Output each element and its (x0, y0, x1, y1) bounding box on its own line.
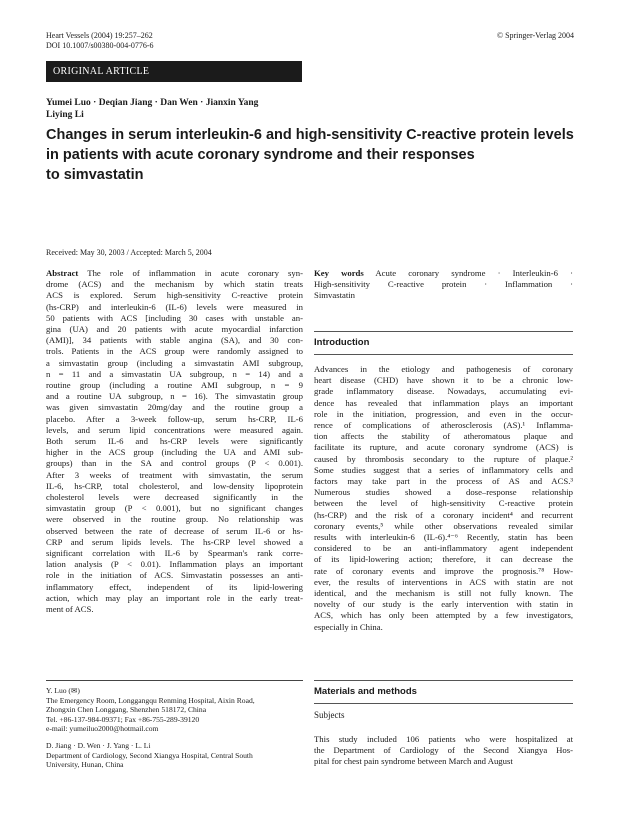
methods-section (314, 734, 573, 768)
text-line: CRP and serum lipids levels. The hs-CRP level showed a (46, 536, 303, 547)
article-title (46, 125, 586, 185)
inline-label: Abstract (46, 268, 79, 278)
subjects-subheading: Subjects (314, 710, 345, 720)
abstract (46, 268, 303, 615)
text-line: coronary events,⁵ while other observations revealed similar (314, 520, 573, 531)
text-line: 50 patients with ACS [including 30 cases with unstable an- (46, 312, 303, 323)
text-line: considered to be an anti-inflammatory agent independent (314, 543, 573, 554)
abstract-body (46, 268, 303, 615)
footnote-line: Department of Cardiology, Second Xiangya Hospital, Central South (46, 750, 253, 760)
introduction-heading-box (314, 331, 573, 355)
methods-body (314, 734, 573, 768)
section-heading: Materials and methods (314, 686, 417, 697)
copyright: © Springer-Verlag 2004 (496, 31, 574, 40)
keywords (314, 268, 573, 302)
title-line: to simvastatin (46, 167, 144, 183)
text-line (314, 268, 573, 279)
text-line: ACS, which has only been attempted by a few investigators, (314, 610, 573, 621)
text-line: and a routine UA subgroup, n = 16). The simvastatin group (46, 391, 303, 402)
text-line: (hs-CRP) and the risk of a coronary incident⁴ and recurrent (314, 509, 573, 520)
footnote-line: Tel. +86-137-984-09371; Fax +86-755-289-39120 (46, 714, 200, 724)
text-line: IL-6, hs-CRP, total cholesterol, and low-density lipoprotein (46, 480, 303, 491)
article-type-banner: ORIGINAL ARTICLE (46, 61, 302, 82)
text-line: Numerous studies showed a dose–response relationship (314, 487, 573, 498)
text-line: lation analysis (P < 0.01). Inflammation plays an important (46, 559, 303, 570)
footnote-line: D. Jiang · D. Wen · J. Yang · L. Li (46, 741, 151, 750)
text-line: Advances in the etiology and pathogenesis of coronary (314, 364, 573, 374)
inline-label: Key words (314, 268, 364, 278)
text-line: After 3 weeks of treatment with simvastatin, the serum (46, 469, 303, 480)
authors-line: Yumei Luo · Deqian Jiang · Dan Wen · Jianxin Yang (46, 98, 259, 108)
text-line: between the level of high-sensitivity C-reactive protein (314, 498, 573, 509)
footnote-line: Zhongxin Chen Longgang, Shenzhen 518172, China (46, 705, 207, 714)
text-line: facilitate its rupture, and acute coronary syndrome (ACS) is (314, 442, 573, 453)
text-line: novelty of our study is the early intervention with statin in (314, 599, 573, 610)
text-line: was given simvastatin 20mg/day and the routine group a (46, 402, 303, 413)
text-line: higher in the ACS group (including the UA and AMI sub- (46, 447, 303, 458)
authors-line: Liying Li (46, 110, 84, 120)
text-line: especially in China. (314, 621, 383, 632)
text-line: groups) than in the SA and control groups (P < 0.001). (46, 458, 303, 469)
text-line: role in the initiation, progression, and even in the occur- (314, 408, 573, 419)
corresponding-address (46, 696, 303, 734)
text-line: caused by thrombosis secondary to the rupture of plaque.² (314, 453, 573, 464)
text-line: significant correlation with IL-6 by Spearman's rank corre- (46, 548, 303, 559)
text-line: of its lipid-lowering action; therefore, it can decrease the (314, 554, 573, 565)
text-line: dence has revealed that inflammation plays an important (314, 397, 573, 408)
text-line: cholesterol levels were decreased significantly in the (46, 492, 303, 503)
text-line: a simvastatin group (including a simvastatin AMI subgroup, (46, 357, 303, 368)
author-list (46, 97, 346, 121)
corresponding-author (46, 686, 303, 734)
text-line: grade inflammatory disease. Nowadays, accumulating evi- (314, 386, 573, 397)
introduction-section (314, 364, 573, 633)
text-line: levels, and serum lipid concentrations were measured again. (46, 424, 303, 435)
text-line (46, 268, 303, 279)
text-line: (AMI)], 34 patients with stable angina (SA), and 30 con- (46, 335, 303, 346)
text-line: were observed in the routine group. No relationship was (46, 514, 303, 525)
text-line: factors may take part in the process of AS and ACS.³ (314, 476, 573, 487)
text-line: placebo. After a 3-week follow-up, serum hs-CRP, IL-6 (46, 413, 303, 424)
text-line: routine group (including a routine AMI subgroup, n = 9 (46, 380, 303, 391)
text-line: rate of coronary events and improve the prognosis.⁷⁸ How- (314, 565, 573, 576)
text-line: n = 11 and a simvastatin UA subgroup, n = 14) and a (46, 368, 303, 379)
other-affiliations (46, 741, 303, 770)
text-line: tion affects the stability of atheromatous plaque and (314, 431, 573, 442)
text-line: High-sensitivity C-reactive protein · Inflammation · (314, 279, 573, 290)
text-line: the Department of Cardiology of the Second Xiangya Hos- (314, 745, 573, 756)
text-line: ment of ACS. (46, 604, 94, 615)
text-line: ever, the results of interventions in ACS with statin are not (314, 576, 573, 587)
received-dates: Received: May 30, 2003 / Accepted: March 5, 2004 (46, 248, 212, 257)
text-line: action, which may play an important role in the early treat- (46, 592, 303, 603)
text-run: The role of inflammation in acute coronary syn- (78, 268, 303, 278)
title-line: in patients with acute coronary syndrome and their responses (46, 147, 475, 163)
text-line: ACS is explored. Serum high-sensitivity C-reactive protein (46, 290, 303, 301)
title-line: Changes in serum interleukin-6 and high-sensitivity C-reactive protein levels (46, 127, 574, 143)
text-line: This study included 106 patients who were hospitalized at (314, 734, 573, 744)
text-line: observed between the rate of decrease of serum IL-6 or hs- (46, 525, 303, 536)
text-line: trols. Patients in the ACS group were randomly assigned to (46, 346, 303, 357)
text-line: results with interleukin-6 (IL-6).⁴⁻⁶ Recently, statin has been (314, 532, 573, 543)
text-line: heart disease (CHD) have shown it to be a chronic low- (314, 375, 573, 386)
text-line: Some studies suggest that a series of inflammatory cells and (314, 464, 573, 475)
footnote-line: The Emergency Room, Longgangqu Renming Hospital, Aixin Road, (46, 695, 255, 705)
text-line: drome (ACS) and the mechanism by which statin treats (46, 279, 303, 290)
text-line: role in the initiation of ACS. Simvastatin possesses an anti- (46, 570, 303, 581)
text-line: pital for chest pain syndrome between March and August (314, 756, 513, 767)
keywords-body (314, 268, 573, 302)
methods-heading-box (314, 680, 573, 704)
doi: DOI 10.1007/s00380-004-0776-6 (46, 41, 154, 50)
text-run: Acute coronary syndrome · Interleukin-6 · (363, 268, 573, 278)
section-heading: Introduction (314, 337, 370, 348)
text-line: simvastatin group (P < 0.001), but no significant changes (46, 503, 303, 514)
corresponding-name: Y. Luo (✉) (46, 686, 80, 695)
introduction-body (314, 364, 573, 633)
footnote-line: e-mail: yumeiluo2000@hotmail.com (46, 724, 159, 733)
text-line: inflammatory effect, independent of its lipid-lowering (46, 581, 303, 592)
text-line: Both serum IL-6 and hs-CRP levels were significantly (46, 436, 303, 447)
text-line: gina (UA) and 20 patients with acute myocardial infarction (46, 324, 303, 335)
footnote-line: University, Hunan, China (46, 760, 124, 769)
journal-info (46, 31, 154, 51)
text-line: identical, and the mechanism is still not fully known. The (314, 588, 573, 599)
text-line: rence of complications of atherosclerosis (AS).¹ Inflamma- (314, 420, 573, 431)
journal-citation: Heart Vessels (2004) 19:257–262 (46, 31, 153, 40)
affiliation-lines (46, 741, 303, 770)
text-line: Simvastatin (314, 290, 356, 301)
text-line: (hs-CRP) and interleukin-6 (IL-6) levels were measured in (46, 301, 303, 312)
footnote-divider (46, 680, 303, 681)
